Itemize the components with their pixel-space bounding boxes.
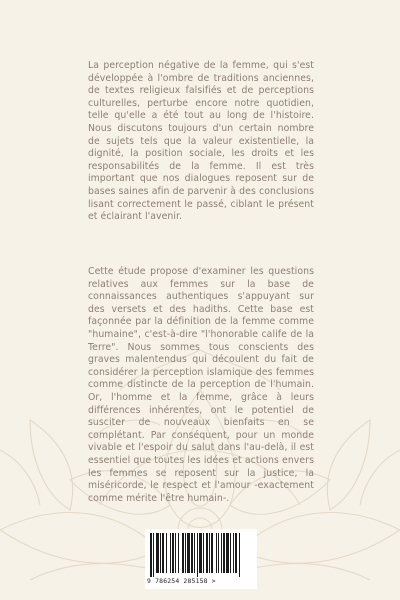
isbn-number: 9 786254 285158 > [147, 577, 216, 585]
back-cover-paragraph-1: La perception négative de la femme, qui s'est développée à l'ombre de traditions anciennes, de textes religieux falsifiés et de perceptions culturelles, perturbe encore notre quotidien, telle qu'elle a été tout au long de l'histoire. Nous discutons toujours d'un certain nombre de sujets tels que la valeur existentielle, la dignité, la position sociale, les droits et les responsabilités de la femme. Il est très important que nos dialogues reposent sur de bases saines afin de parvenir à des conclusions lisant correctement le passé, ciblant le présent et éclairant l'avenir. [88, 60, 314, 223]
isbn-barcode [145, 529, 257, 589]
back-cover-paragraph-2: Cette étude propose d'examiner les questions relatives aux femmes sur la base de connaissances authentiques s'appuyant sur des versets et des hadiths. Cette base est façonnée par la définition de la femme comme "humaine", c'est-à-dire "l'honorable calife de la Terre". Nous sommes tous conscients des graves malentendus qui découlent du fait de considérer la perception islamique des femmes comme distincte de la perception de l'humain. Or, l'homme et la femme, grâce à leurs différences inhérentes, ont le potentiel de susciter de nouveaux bienfaits en se complétant. Par conséquent, pour un monde vivable et l'espoir du salut dans l'au-delà, il est essentiel que toutes les idées et actions envers les femmes se reposent sur la justice, la miséricorde, le respect et l'amour -exactement comme mérite l'être humain-. [88, 266, 314, 504]
barcode-bars [150, 533, 252, 577]
